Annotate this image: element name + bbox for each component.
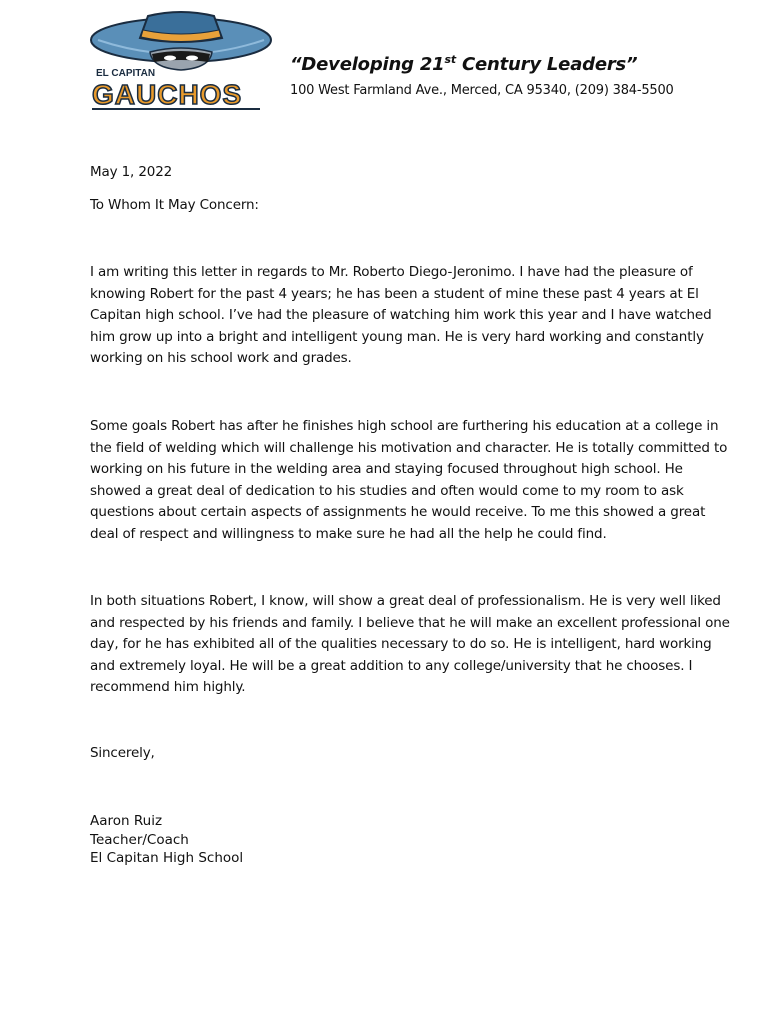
gaucho-hat-logo-icon xyxy=(88,10,274,114)
letter-date: May 1, 2022 xyxy=(90,164,173,180)
paragraph-line: questions about certain aspects of assignments he would receive. To me this showed a great xyxy=(90,504,706,520)
paragraph-line: recommend him highly. xyxy=(90,679,246,695)
paragraph-line: showed a great deal of dedication to his studies and often would come to my room to ask xyxy=(90,482,684,499)
paragraph-line: and respected by his friends and family. I believe that he will make an excellent professional one xyxy=(90,614,730,631)
letterhead-address: 100 West Farmland Ave., Merced, CA 95340, (209) 384-5500 xyxy=(290,83,674,98)
logo-big-text: GAUCHOS xyxy=(92,79,243,110)
motto-post: Century Leaders” xyxy=(455,54,638,75)
letterhead-motto xyxy=(290,54,637,75)
signer-title: Teacher/Coach xyxy=(90,831,189,848)
paragraph-line: In both situations Robert, I know, will show a great deal of professionalism. He is very well liked xyxy=(90,593,721,609)
paragraph-line: knowing Robert for the past 4 years; he has been a student of mine these past 4 years at El xyxy=(90,285,699,302)
motto-pre: Developing 21 xyxy=(301,54,445,75)
letter-paragraph-1 xyxy=(90,262,712,370)
logo-small-text: EL CAPITAN xyxy=(96,68,156,79)
letter-paragraph-3 xyxy=(90,591,730,699)
paragraph-line: the field of welding which will challenge his motivation and character. He is totally committed to xyxy=(90,439,728,456)
paragraph-line: Capitan high school. I’ve had the pleasure of watching him work this year and I have watched xyxy=(90,307,712,323)
letter-closing: Sincerely, xyxy=(90,745,155,761)
gauchos-logo xyxy=(88,10,274,114)
paragraph-line: Some goals Robert has after he finishes high school are furthering his education at a college in xyxy=(90,418,719,434)
motto-open-quote: “ xyxy=(290,54,302,75)
paragraph-line: him grow up into a bright and intelligent young man. He is very hard working and constantly xyxy=(90,328,704,345)
paragraph-line: working on his school work and grades. xyxy=(90,350,352,366)
paragraph-line: I am writing this letter in regards to Mr. Roberto Diego-Jeronimo. I have had the pleasure of xyxy=(90,264,693,280)
paragraph-line: and extremely loyal. He will be a great addition to any college/university that he chooses. I xyxy=(90,657,693,674)
paragraph-line: day, for he has exhibited all of the qualities necessary to do so. He is intelligent, hard working xyxy=(90,636,712,652)
paragraph-line: deal of respect and willingness to make sure he had all the help he could find. xyxy=(90,525,607,542)
signer-school: El Capitan High School xyxy=(90,850,244,866)
paragraph-line: working on his future in the welding area and staying focused throughout high school. He xyxy=(90,461,683,477)
letter-paragraph-2 xyxy=(90,416,728,545)
motto-superscript: st xyxy=(444,53,456,66)
signer-name: Aaron Ruiz xyxy=(90,813,163,829)
letter-salutation: To Whom It May Concern: xyxy=(90,197,259,213)
signature-block xyxy=(90,812,243,868)
